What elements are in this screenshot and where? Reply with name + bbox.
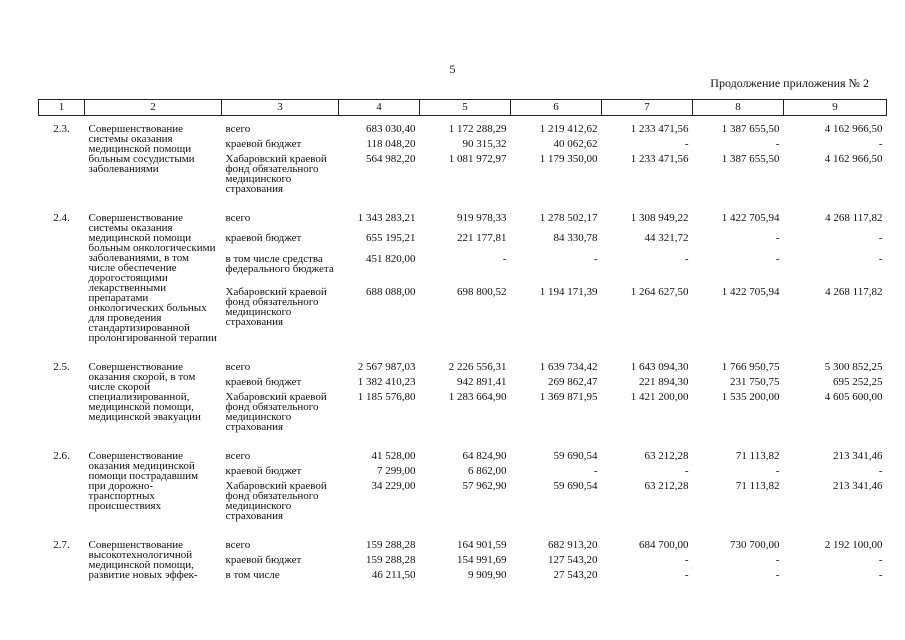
amount-cell: -	[684, 252, 689, 265]
column-header: 9	[784, 100, 887, 116]
amount-cell: -	[878, 569, 883, 581]
amount-cell: 84 330,78	[553, 232, 598, 245]
amount-cell: 159 288,28	[366, 539, 416, 551]
funding-source: Хабаровский краевой фонд обязательного медицинского страхования	[225, 153, 327, 195]
amount-cell: 164 901,59	[457, 539, 507, 551]
amount-cell: 159 288,28	[366, 554, 416, 566]
amount-cell: 4 162 966,50	[824, 123, 883, 135]
item-name: Совершенствование системы оказания медицинской помощи больным сосудистыми заболеваниями	[88, 123, 195, 175]
funding-source: всего	[225, 212, 251, 224]
amount-cell: 1 639 734,42	[539, 361, 598, 373]
funding-source: всего	[225, 123, 251, 135]
amount-cell: -	[502, 252, 507, 265]
item-name: Совершенствование системы оказания медицинской помощи больным онкологическими заболеваниями, в том числе обеспечение дорогостоящими лекарственными препаратами онкологических больных для проведения стандартизированной пролонгированной терапии	[88, 212, 217, 344]
column-header: 1	[39, 100, 85, 116]
amount-cell: 688 088,00	[366, 286, 416, 299]
amount-cell: 64 824,90	[462, 450, 507, 462]
amount-cell: 683 030,40	[366, 123, 416, 135]
table-row	[39, 122, 887, 137]
funding-source: всего	[225, 450, 251, 462]
amount-cell: -	[775, 554, 780, 566]
funding-source: в том числе	[225, 569, 280, 581]
amount-cell: -	[878, 554, 883, 566]
amount-cell: 154 991,69	[457, 554, 507, 566]
amount-cell: 127 543,20	[548, 554, 598, 566]
funding-source: в том числе средства федерального бюджета	[225, 252, 334, 275]
amount-cell: 1 422 705,94	[721, 286, 780, 299]
amount-cell: 59 690,54	[553, 480, 598, 492]
amount-cell: 1 179 350,00	[539, 153, 598, 165]
amount-cell: 1 185 576,80	[357, 391, 416, 403]
column-header: 4	[339, 100, 420, 116]
amount-cell: 6 862,00	[468, 465, 507, 477]
amount-cell: 7 299,00	[377, 465, 416, 477]
item-name: Совершенствование высокотехнологичной медицинской помощи, развитие новых эффек-	[88, 539, 198, 581]
amount-cell: 2 567 987,03	[357, 361, 416, 373]
amount-cell: 564 982,20	[366, 153, 416, 165]
column-header: 3	[222, 100, 339, 116]
funding-source: краевой бюджет	[225, 138, 302, 150]
funding-source: краевой бюджет	[225, 232, 302, 245]
amount-cell: -	[775, 465, 780, 477]
table-row	[39, 360, 887, 375]
amount-cell: 2 192 100,00	[824, 539, 883, 551]
group-spacer	[39, 435, 887, 449]
table-row	[39, 449, 887, 464]
column-header: 5	[420, 100, 511, 116]
funding-source: краевой бюджет	[225, 465, 302, 477]
amount-cell: 684 700,00	[639, 539, 689, 551]
funding-source: краевой бюджет	[225, 554, 302, 566]
item-number: 2.4.	[53, 212, 70, 224]
amount-cell: 41 528,00	[371, 450, 416, 462]
amount-cell: 1 172 288,29	[448, 123, 507, 135]
amount-cell: 221 177,81	[457, 232, 507, 245]
column-header: 2	[85, 100, 222, 116]
amount-cell: 46 211,50	[371, 569, 416, 581]
column-number-row	[39, 100, 887, 116]
amount-cell: -	[878, 252, 883, 265]
amount-cell: 2 226 556,31	[448, 361, 507, 373]
amount-cell: 1 387 655,50	[721, 123, 780, 135]
item-name: Совершенствование оказания скорой, в том числе скорой специализированной, медицинской помощи, медицинской эвакуации	[88, 361, 201, 423]
group-spacer	[39, 197, 887, 211]
amount-cell: 44 321,72	[644, 232, 689, 245]
amount-cell: -	[593, 465, 598, 477]
amount-cell: 1 343 283,21	[357, 212, 416, 224]
amount-cell: 1 283 664,90	[448, 391, 507, 403]
amount-cell: 59 690,54	[553, 450, 598, 462]
item-name: Совершенствование оказания медицинской помощи пострадавшим при дорожно-транспортных происшествиях	[88, 450, 199, 512]
funding-source: краевой бюджет	[225, 376, 302, 388]
amount-cell: -	[684, 554, 689, 566]
amount-cell: 1 766 950,75	[721, 361, 780, 373]
funding-source: всего	[225, 361, 251, 373]
amount-cell: 730 700,00	[730, 539, 780, 551]
amount-cell: 231 750,75	[730, 376, 780, 388]
funding-source: Хабаровский краевой фонд обязательного медицинского страхования	[225, 391, 327, 433]
amount-cell: 1 308 949,22	[630, 212, 689, 224]
amount-cell: 1 264 627,50	[630, 286, 689, 299]
table-body	[39, 116, 887, 584]
amount-cell: -	[775, 138, 780, 150]
amount-cell: 942 891,41	[457, 376, 507, 388]
amount-cell: -	[878, 138, 883, 150]
amount-cell: 655 195,21	[366, 232, 416, 245]
amount-cell: 1 219 412,62	[539, 123, 598, 135]
amount-cell: 1 233 471,56	[630, 123, 689, 135]
amount-cell: 5 300 852,25	[824, 361, 883, 373]
amount-cell: 451 820,00	[366, 252, 416, 265]
amount-cell: 221 894,30	[639, 376, 689, 388]
amount-cell: 4 268 117,82	[825, 212, 883, 224]
amount-cell: 1 421 200,00	[630, 391, 689, 403]
amount-cell: 1 382 410,23	[357, 376, 416, 388]
item-number: 2.3.	[53, 123, 70, 135]
amount-cell: 40 062,62	[553, 138, 598, 150]
amount-cell: 1 081 972,97	[448, 153, 507, 165]
amount-cell: 682 913,20	[548, 539, 598, 551]
amount-cell: -	[775, 569, 780, 581]
amount-cell: 71 113,82	[735, 450, 780, 462]
amount-cell: 4 162 966,50	[824, 153, 883, 165]
amount-cell: 9 909,90	[468, 569, 507, 581]
amount-cell: -	[775, 232, 780, 245]
item-number: 2.5.	[53, 361, 70, 373]
amount-cell: 698 800,52	[457, 286, 507, 299]
amount-cell: -	[775, 252, 780, 265]
amount-cell: 63 212,28	[644, 480, 689, 492]
group-spacer	[39, 524, 887, 538]
amount-cell: 1 278 502,17	[539, 212, 598, 224]
amount-cell: 4 605 600,00	[824, 391, 883, 403]
funding-source: всего	[225, 539, 251, 551]
amount-cell: 1 535 200,00	[721, 391, 780, 403]
amount-cell: 269 862,47	[548, 376, 598, 388]
group-spacer	[39, 346, 887, 360]
amount-cell: 1 422 705,94	[721, 212, 780, 224]
item-number: 2.7.	[53, 539, 70, 551]
amount-cell: -	[684, 569, 689, 581]
amount-cell: 1 387 655,50	[721, 153, 780, 165]
amount-cell: 1 194 171,39	[539, 286, 598, 299]
amount-cell: 90 315,32	[462, 138, 507, 150]
amount-cell: -	[878, 465, 883, 477]
amount-cell: 213 341,46	[833, 480, 883, 492]
amount-cell: 71 113,82	[735, 480, 780, 492]
page-number: 5	[449, 62, 456, 76]
amount-cell: -	[878, 232, 883, 245]
amount-cell: 63 212,28	[644, 450, 689, 462]
amount-cell: -	[684, 465, 689, 477]
amount-cell: 27 543,20	[553, 569, 598, 581]
table-row	[39, 211, 887, 231]
amount-cell: 118 048,20	[366, 138, 416, 150]
amount-cell: -	[593, 252, 598, 265]
amount-cell: 919 978,33	[457, 212, 507, 224]
amount-cell: 34 229,00	[371, 480, 416, 492]
table-row	[39, 538, 887, 553]
amount-cell: 1 643 094,30	[630, 361, 689, 373]
amount-cell: 695 252,25	[833, 376, 883, 388]
amount-cell: 1 369 871,95	[539, 391, 598, 403]
item-number: 2.6.	[53, 450, 70, 462]
appendix-continuation-note: Продолжение приложения № 2	[710, 76, 869, 90]
column-header: 7	[602, 100, 693, 116]
funding-table	[38, 99, 887, 583]
column-header: 8	[693, 100, 784, 116]
amount-cell: 1 233 471,56	[630, 153, 689, 165]
funding-source: Хабаровский краевой фонд обязательного медицинского страхования	[225, 286, 327, 329]
amount-cell: 4 268 117,82	[825, 286, 883, 299]
amount-cell: -	[684, 138, 689, 150]
amount-cell: 213 341,46	[833, 450, 883, 462]
amount-cell: 57 962,90	[462, 480, 507, 492]
column-header: 6	[511, 100, 602, 116]
funding-source: Хабаровский краевой фонд обязательного медицинского страхования	[225, 480, 327, 522]
